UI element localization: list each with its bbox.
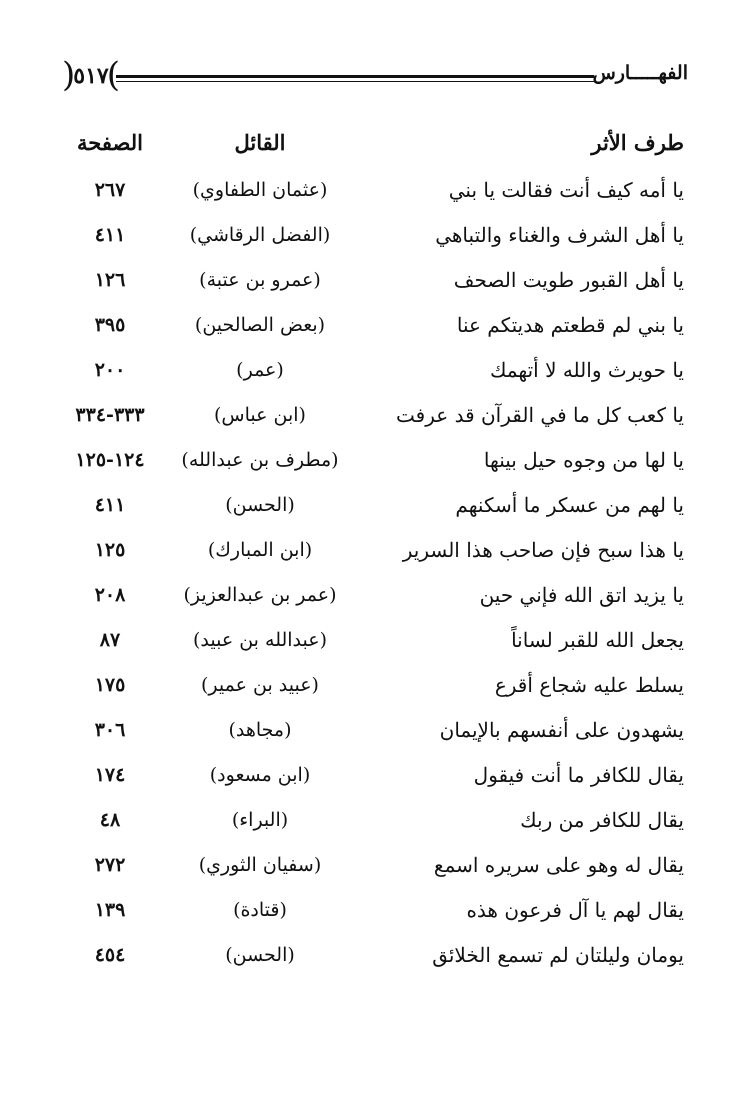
- page-header: [68, 56, 688, 100]
- table-row: [60, 933, 690, 978]
- narration-cell: يا حويرث والله لا أتهمك: [489, 358, 684, 382]
- index-table: [60, 118, 690, 978]
- column-header-narration: طرف الأثر: [591, 130, 684, 155]
- page-cell: ٢٠٨: [94, 584, 126, 606]
- speaker-cell: (مجاهد): [228, 719, 292, 741]
- narration-cell: يا أهل الشرف والغناء والتباهي: [435, 223, 684, 247]
- table-row: [60, 393, 690, 438]
- table-row: [60, 618, 690, 663]
- narration-cell: يا بني لم قطعتم هديتكم عنا: [456, 313, 684, 337]
- page-cell: ٢٧٢: [94, 854, 126, 876]
- page-cell: ٤٨: [99, 809, 121, 831]
- running-title: الفهـــــارس: [592, 62, 688, 84]
- page-cell: ٣٠٦: [94, 719, 126, 741]
- page-cell: ٣٩٥: [94, 314, 126, 336]
- table-row: [60, 843, 690, 888]
- speaker-cell: (عمر بن عبدالعزيز): [183, 584, 337, 606]
- speaker-cell: (الحسن): [225, 494, 295, 516]
- narration-cell: يشهدون على أنفسهم بالإيمان: [439, 718, 684, 742]
- page-cell: ٨٧: [99, 629, 121, 651]
- table-row: [60, 213, 690, 258]
- page-cell: ١٢٦: [94, 269, 126, 291]
- narration-cell: يا لهم من عسكر ما أسكنهم: [455, 493, 684, 517]
- speaker-cell: (قتادة): [233, 899, 287, 921]
- speaker-cell: (بعض الصالحين): [194, 314, 326, 336]
- speaker-cell: (سفيان الثوري): [198, 854, 322, 876]
- table-row: [60, 888, 690, 933]
- page-cell: ٢٦٧: [94, 179, 126, 201]
- narration-cell: يا أمه كيف أنت فقالت يا بني: [448, 178, 684, 202]
- table-row: [60, 798, 690, 843]
- speaker-cell: (عبيد بن عمير): [201, 674, 319, 696]
- speaker-cell: (البراء): [231, 809, 289, 831]
- narration-cell: يومان وليلتان لم تسمع الخلائق: [432, 943, 684, 967]
- narration-cell: يجعل الله للقبر لساناً: [511, 628, 684, 652]
- page-cell: ١٧٤: [94, 764, 126, 786]
- table-row: [60, 483, 690, 528]
- narration-cell: يا لها من وجوه حيل بينها: [483, 448, 684, 472]
- narration-cell: يسلط عليه شجاع أقرع: [494, 673, 684, 697]
- narration-cell: يقال للكافر ما أنت فيقول: [473, 763, 684, 787]
- page-cell: ٣٣٣-٣٣٤: [75, 404, 145, 426]
- table-row: [60, 528, 690, 573]
- speaker-cell: (ابن عباس): [214, 404, 306, 426]
- header-rule-thin: [116, 81, 594, 82]
- header-rule: [116, 75, 594, 78]
- narration-cell: يا يزيد اتق الله فإني حين: [479, 583, 684, 607]
- narration-cell: يقال للكافر من ربك: [520, 808, 684, 832]
- speaker-cell: (ابن مسعود): [209, 764, 311, 786]
- narration-cell: يقال له وهو على سريره اسمع: [433, 853, 684, 877]
- table-header-row: [60, 118, 690, 168]
- table-body: [60, 168, 690, 978]
- page-cell: ١٢٤-١٢٥: [75, 449, 145, 471]
- column-header-speaker: القائل: [234, 130, 286, 155]
- speaker-cell: (الحسن): [225, 944, 295, 966]
- page-cell: ٢٠٠: [94, 359, 126, 381]
- speaker-cell: (عبدالله بن عبيد): [192, 629, 328, 651]
- narration-cell: يقال لهم يا آل فرعون هذه: [466, 898, 684, 922]
- page-number: ( ٥١٧ ): [68, 56, 114, 96]
- column-header-page: الصفحة: [77, 130, 143, 155]
- table-row: [60, 348, 690, 393]
- narration-cell: يا كعب كل ما في القرآن قد عرفت: [396, 403, 684, 427]
- table-row: [60, 258, 690, 303]
- table-row: [60, 753, 690, 798]
- page-cell: ٤١١: [94, 224, 126, 246]
- page-cell: ١٢٥: [94, 539, 126, 561]
- speaker-cell: (عمرو بن عتبة): [199, 269, 321, 291]
- table-row: [60, 438, 690, 483]
- speaker-cell: (ابن المبارك): [207, 539, 313, 561]
- speaker-cell: (الفضل الرقاشي): [189, 224, 331, 246]
- page-cell: ٤٥٤: [94, 944, 126, 966]
- narration-cell: يا هذا سبح فإن صاحب هذا السرير: [402, 538, 684, 562]
- page-cell: ٤١١: [94, 494, 126, 516]
- speaker-cell: (مطرف بن عبدالله): [181, 449, 339, 471]
- page-cell: ١٧٥: [94, 674, 126, 696]
- table-row: [60, 663, 690, 708]
- table-row: [60, 303, 690, 348]
- speaker-cell: (عمر): [236, 359, 284, 381]
- page-cell: ١٣٩: [94, 899, 126, 921]
- table-row: [60, 708, 690, 753]
- table-row: [60, 573, 690, 618]
- speaker-cell: (عثمان الطفاوي): [192, 179, 328, 201]
- table-row: [60, 168, 690, 213]
- narration-cell: يا أهل القبور طويت الصحف: [453, 268, 684, 292]
